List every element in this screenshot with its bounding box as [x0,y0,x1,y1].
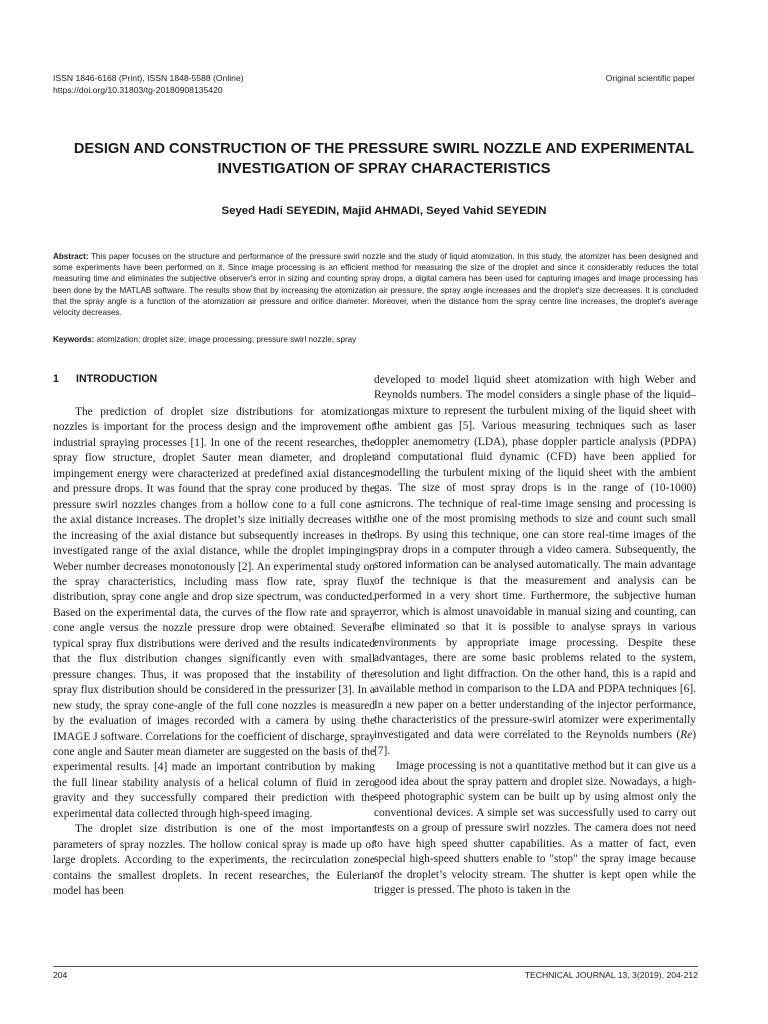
issn-info [53,73,244,96]
section-title: INTRODUCTION [76,373,158,385]
reynolds-symbol: Re [680,729,693,742]
keywords [53,334,698,345]
body-text: ) [7]. [374,729,696,757]
abstract [53,251,698,318]
body-paragraph: The droplet size distribution is one of the most important parameters of spray nozzles. The hollow conical spray is made up of large droplets. According to the experiments, the recirculation zone contains the smallest droplets. In recent researches, the Eulerian model has been [53,823,375,898]
title-line-1: DESIGN AND CONSTRUCTION OF THE PRESSURE SWIRL NOZZLE AND EXPERIMENTAL [73,141,695,157]
body-paragraph: Image processing is not a quantitative method but it can give us a good idea about the spray pattern and droplet size. Nowadays, a high-speed photographic system can be built up by using almost only the conventional devices. A simple set was successfully used to carry out tests on a group of pressure swirl nozzles. The camera does not need to have high speed shutter capabilities. As a matter of fact, even special high-speed shutters enable to "stop" the spray image because of the droplet’s velocity stream. The shutter is kept open while the trigger is pressed. The photo is taken in the [374,760,696,896]
abstract-label: Abstract: [53,252,89,261]
paper-title [40,140,728,179]
doi-link[interactable]: https://doi.org/10.31803/tg-20180908135420 [53,84,223,95]
journal-citation: TECHNICAL JOURNAL 13, 3(2019), 204-212 [524,970,698,980]
body-text: developed to model liquid sheet atomization with high Weber and Reynolds numbers. The model considers a single phase of the liquid–gas mixture to represent the turbulent mixing of the liquid sheet with the ambient gas [5]. Various measuring techniques such as laser doppler anemometry (LDA), phase doppler particle analysis (PDPA) and computational fluid dynamic (CFD) have been applied for modelling the turbulent mixing of the liquid sheet with the ambient gas. The size of most spray drops is in the range of (10-1000) microns. The technique of real-time image sensing and processing is the one of the most promising methods to size and count such small drops. By using this technique, one can store real-time images of the spray drops in a computer through a video camera. Subsequently, the stored information can be analysed automatically. The main advantage of the technique is that the measurement and analysis can be performed in a very short time. Furthermore, the subjective human error, which is almost unavoidable in manual sizing and counting, can be eliminated so that it is possible to analyse sprays in various environments by appropriate image processing. Despite these advantages, there are some basic problems related to the system, resolution and light diffraction. On the other hand, this is a rapid and available method in comparison to the LDA and PDPA techniques [6]. In a new paper on a better understanding of the injector performance, the characteristics of the pressure-swirl atomizer were experimentally investigated and data were correlated to the Reynolds numbers ( [374,374,696,742]
keywords-text: atomization; droplet size; image processing; pressure swirl nozzle; spray [96,335,357,344]
footer-divider [53,966,698,967]
left-column [53,372,375,900]
page-number: 204 [53,970,68,980]
body-paragraph: The prediction of droplet size distributions for atomization nozzles is important for the process design and the improvement of industrial spraying processes [1]. In one of the recent researches, the spray flow structure, droplet Sauter mean diameter, and droplet impingement energy were characterized at predefined axial distances and pressure drops. It was found that the spray cone produced by the pressure swirl nozzles changes from a hollow cone to a full cone as the axial distance increases. The droplet’s size initially decreases with the increasing of the axial distance but subsequently increases in the investigated range of the axial distance, while the droplet impinging Weber number decreases monotonously [2]. An experimental study on the spray characteristics, including mass flow rate, spray flux distribution, spray cone angle and drop size spectrum, was conducted. Based on the experimental data, the curves of the flow rate and spray cone angle versus the nozzle pressure drop were obtained. Several typical spray flux distributions were derived and the results indicated that the flux distribution changes significantly even with small pressure changes. Thus, it was proposed that the instability of the spray flux distribution should be considered in the pressurizer [3]. In a new study, the spray cone-angle of the full cone nozzles is measured by the evaluation of images recorded with a camera by using the IMAGE J software. Correlations for the coefficient of discharge, spray cone angle and Sauter mean diameter are suggested on the basis of the experimental results. [4] made an important contribution by making the full linear stability analysis of a helical column of fluid in zero gravity and they successfully compared their prediction with the experimental data collected through high-speed imaging. [53,406,375,820]
right-column [374,373,696,898]
paper-type: Original scientific paper [605,73,695,83]
keywords-label: Keywords: [53,335,95,344]
section-number: 1 [53,373,59,385]
author-list: Seyed Hadi SEYEDIN, Majid AHMADI, Seyed Vahid SEYEDIN [221,205,547,217]
body-paragraph-continued [374,373,696,759]
title-line-2: INVESTIGATION OF SPRAY CHARACTERISTICS [217,160,551,177]
issn-line: ISSN 1846-6168 (Print), ISSN 1848-5588 (Online) [53,73,244,83]
abstract-text: This paper focuses on the structure and performance of the pressure swirl nozzle and the study of liquid atomization. In this study, the atomizer has been designed and some experiments have been performed on it. Since image processing is an efficient method for measuring the size of the droplet and since it considerably reduces the total measuring time and eliminates the subjective observer's error in sizing and counting spray drops, a digital camera has been used for capturing images and image processing has been done by the MATLAB software. The results show that by increasing the atomization air pressure, the spray angle increases and the droplet's size decreases. It is concluded that the spray angle is a function of the atomization air pressure and orifice diameter. Moreover, when the distance from the spray centre line increases, the droplet's average velocity decreases. [53,252,698,318]
section-heading [53,372,375,391]
